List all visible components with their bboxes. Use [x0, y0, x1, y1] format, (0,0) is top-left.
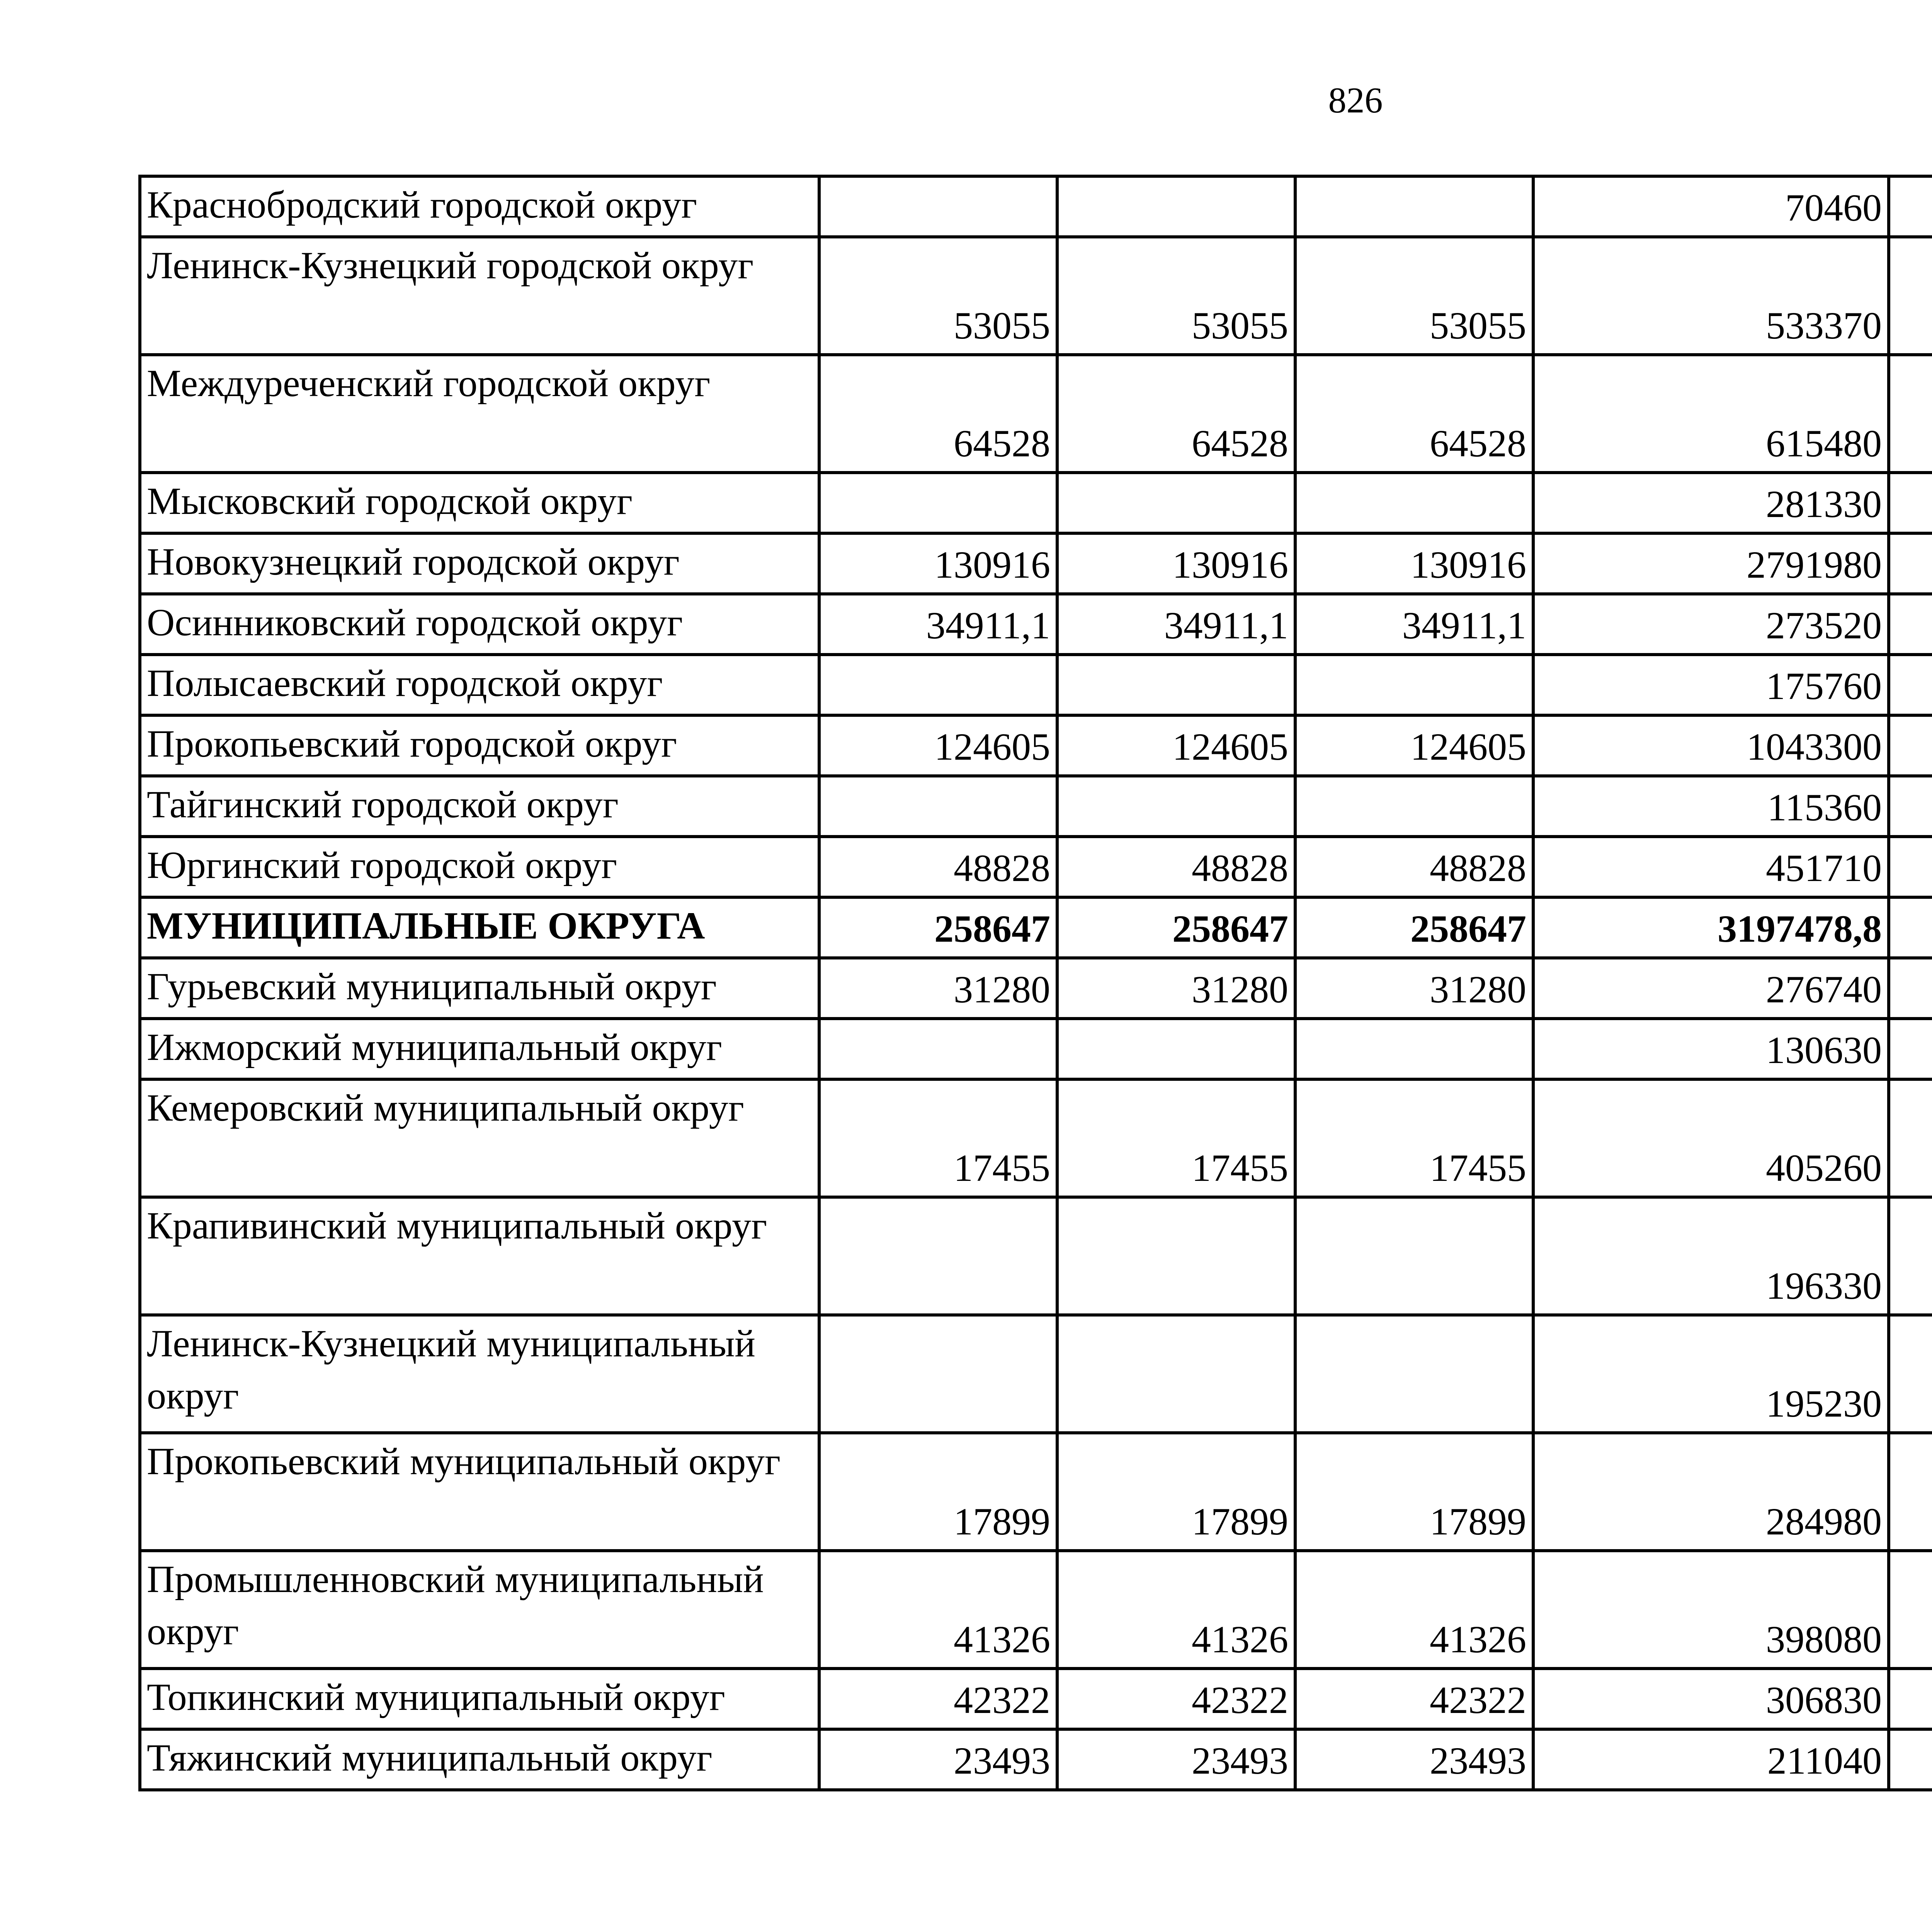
value-cell: 17899 [1295, 1433, 1533, 1551]
value-cell [1889, 1197, 1932, 1315]
value-cell: 130916 [1057, 533, 1295, 594]
table-row [140, 655, 1932, 715]
value-cell [819, 1197, 1057, 1315]
value-cell: 533370 [1533, 237, 1889, 355]
value-cell [819, 176, 1057, 237]
value-cell: 115360 [1533, 776, 1889, 837]
value-cell [819, 1019, 1057, 1079]
municipality-name: Кемеровский муниципальный округ [140, 1079, 819, 1197]
value-cell [1889, 655, 1932, 715]
value-cell: 130630 [1533, 1019, 1889, 1079]
municipality-name: Осинниковский городской округ [140, 594, 819, 655]
value-cell [1295, 1197, 1533, 1315]
value-cell: 23493 [819, 1729, 1057, 1790]
value-cell [1057, 1197, 1295, 1315]
value-cell: 17899 [1057, 1433, 1295, 1551]
value-cell: 53055 [1057, 237, 1295, 355]
table-row [140, 776, 1932, 837]
value-cell [1889, 533, 1932, 594]
value-cell: 41326 [819, 1551, 1057, 1669]
value-cell: 53055 [819, 237, 1057, 355]
value-cell: 17455 [819, 1079, 1057, 1197]
value-cell [1889, 355, 1932, 473]
value-cell [1889, 1433, 1932, 1551]
value-cell [1295, 1315, 1533, 1433]
value-cell [1889, 594, 1932, 655]
value-cell [1057, 176, 1295, 237]
value-cell [1889, 776, 1932, 837]
value-cell: 284980 [1533, 1433, 1889, 1551]
value-cell [1889, 837, 1932, 897]
value-cell: 48828 [819, 837, 1057, 897]
value-cell: 195230 [1533, 1315, 1889, 1433]
value-cell: 281330 [1533, 473, 1889, 533]
value-cell [1889, 958, 1932, 1019]
municipality-name: Полысаевский городской округ [140, 655, 819, 715]
value-cell: 42322 [1295, 1669, 1533, 1729]
value-cell [1889, 473, 1932, 533]
table-row [140, 715, 1932, 776]
table-row [140, 958, 1932, 1019]
total-value-cell: 258647 [1295, 897, 1533, 958]
section-title: МУНИЦИПАЛЬНЫЕ ОКРУГА [140, 897, 819, 958]
table-row [140, 237, 1932, 355]
value-cell: 1043300 [1533, 715, 1889, 776]
table-row [140, 1433, 1932, 1551]
value-cell [819, 473, 1057, 533]
value-cell: 130916 [819, 533, 1057, 594]
municipality-name: Юргинский городской округ [140, 837, 819, 897]
table-row [140, 1315, 1932, 1433]
value-cell [1889, 176, 1932, 237]
table-row [140, 837, 1932, 897]
value-cell [1057, 655, 1295, 715]
municipality-name: Краснобродский городской округ [140, 176, 819, 237]
value-cell: 276740 [1533, 958, 1889, 1019]
value-cell: 398080 [1533, 1551, 1889, 1669]
value-cell: 48828 [1295, 837, 1533, 897]
municipality-name: Топкинский муниципальный округ [140, 1669, 819, 1729]
value-cell: 70460 [1533, 176, 1889, 237]
value-cell [1057, 1019, 1295, 1079]
value-cell [1889, 715, 1932, 776]
value-cell [1889, 1019, 1932, 1079]
value-cell: 2791980 [1533, 533, 1889, 594]
municipality-name: Тяжинский муниципальный округ [140, 1729, 819, 1790]
municipality-name: Ленинск-Кузнецкий муниципальный округ [140, 1315, 819, 1433]
value-cell: 64528 [819, 355, 1057, 473]
value-cell [1295, 776, 1533, 837]
budget-allocation-table [138, 175, 1932, 1791]
value-cell: 175760 [1533, 655, 1889, 715]
value-cell [1889, 1315, 1932, 1433]
value-cell: 64528 [1057, 355, 1295, 473]
value-cell: 17455 [1057, 1079, 1295, 1197]
value-cell: 124605 [1057, 715, 1295, 776]
municipality-name: Тайгинский городской округ [140, 776, 819, 837]
municipality-name: Новокузнецкий городской округ [140, 533, 819, 594]
table-row [140, 1551, 1932, 1669]
municipality-name: Промышленновский муниципальный округ [140, 1551, 819, 1669]
table-row [140, 533, 1932, 594]
page-number: 826 [1328, 80, 1383, 121]
value-cell [1889, 237, 1932, 355]
value-cell: 451710 [1533, 837, 1889, 897]
total-value-cell: 3197478,8 [1533, 897, 1889, 958]
value-cell: 23493 [1295, 1729, 1533, 1790]
value-cell: 48828 [1057, 837, 1295, 897]
value-cell: 306830 [1533, 1669, 1889, 1729]
table-row [140, 1669, 1932, 1729]
municipality-name: Ленинск-Кузнецкий городской округ [140, 237, 819, 355]
value-cell: 42322 [1057, 1669, 1295, 1729]
value-cell: 41326 [1057, 1551, 1295, 1669]
value-cell [1889, 1669, 1932, 1729]
value-cell: 17455 [1295, 1079, 1533, 1197]
value-cell: 124605 [819, 715, 1057, 776]
municipality-name: Крапивинский муниципальный округ [140, 1197, 819, 1315]
value-cell [1295, 473, 1533, 533]
value-cell: 31280 [1057, 958, 1295, 1019]
value-cell [1295, 655, 1533, 715]
value-cell: 196330 [1533, 1197, 1889, 1315]
value-cell: 17899 [819, 1433, 1057, 1551]
value-cell: 211040 [1533, 1729, 1889, 1790]
value-cell: 615480 [1533, 355, 1889, 473]
value-cell [1889, 1551, 1932, 1669]
municipality-name: Мысковский городской округ [140, 473, 819, 533]
value-cell [1889, 1729, 1932, 1790]
table-row [140, 176, 1932, 237]
table-row [140, 473, 1932, 533]
municipality-name: Прокопьевский городской округ [140, 715, 819, 776]
value-cell [1057, 776, 1295, 837]
value-cell: 34911,1 [1295, 594, 1533, 655]
table-row [140, 1197, 1932, 1315]
value-cell: 405260 [1533, 1079, 1889, 1197]
total-value-cell: 258647 [1057, 897, 1295, 958]
municipality-name: Гурьевский муниципальный округ [140, 958, 819, 1019]
value-cell: 273520 [1533, 594, 1889, 655]
section-total-row [140, 897, 1932, 958]
value-cell: 64528 [1295, 355, 1533, 473]
municipality-name: Междуреченский городской округ [140, 355, 819, 473]
table-row [140, 1019, 1932, 1079]
value-cell: 34911,1 [1057, 594, 1295, 655]
value-cell [1295, 1019, 1533, 1079]
table-row [140, 1079, 1932, 1197]
value-cell [1057, 1315, 1295, 1433]
municipality-name: Ижморский муниципальный округ [140, 1019, 819, 1079]
value-cell [1889, 1079, 1932, 1197]
value-cell: 53055 [1295, 237, 1533, 355]
value-cell: 42322 [819, 1669, 1057, 1729]
value-cell [819, 1315, 1057, 1433]
table-row [140, 594, 1932, 655]
value-cell [819, 655, 1057, 715]
value-cell: 41326 [1295, 1551, 1533, 1669]
table-row [140, 355, 1932, 473]
value-cell: 130916 [1295, 533, 1533, 594]
value-cell: 23493 [1057, 1729, 1295, 1790]
total-value-cell: 258647 [819, 897, 1057, 958]
value-cell: 34911,1 [819, 594, 1057, 655]
value-cell [1295, 176, 1533, 237]
value-cell: 124605 [1295, 715, 1533, 776]
municipality-name: Прокопьевский муниципальный округ [140, 1433, 819, 1551]
value-cell [1057, 473, 1295, 533]
value-cell: 31280 [1295, 958, 1533, 1019]
table-row [140, 1729, 1932, 1790]
total-value-cell [1889, 897, 1932, 958]
value-cell [819, 776, 1057, 837]
value-cell: 31280 [819, 958, 1057, 1019]
